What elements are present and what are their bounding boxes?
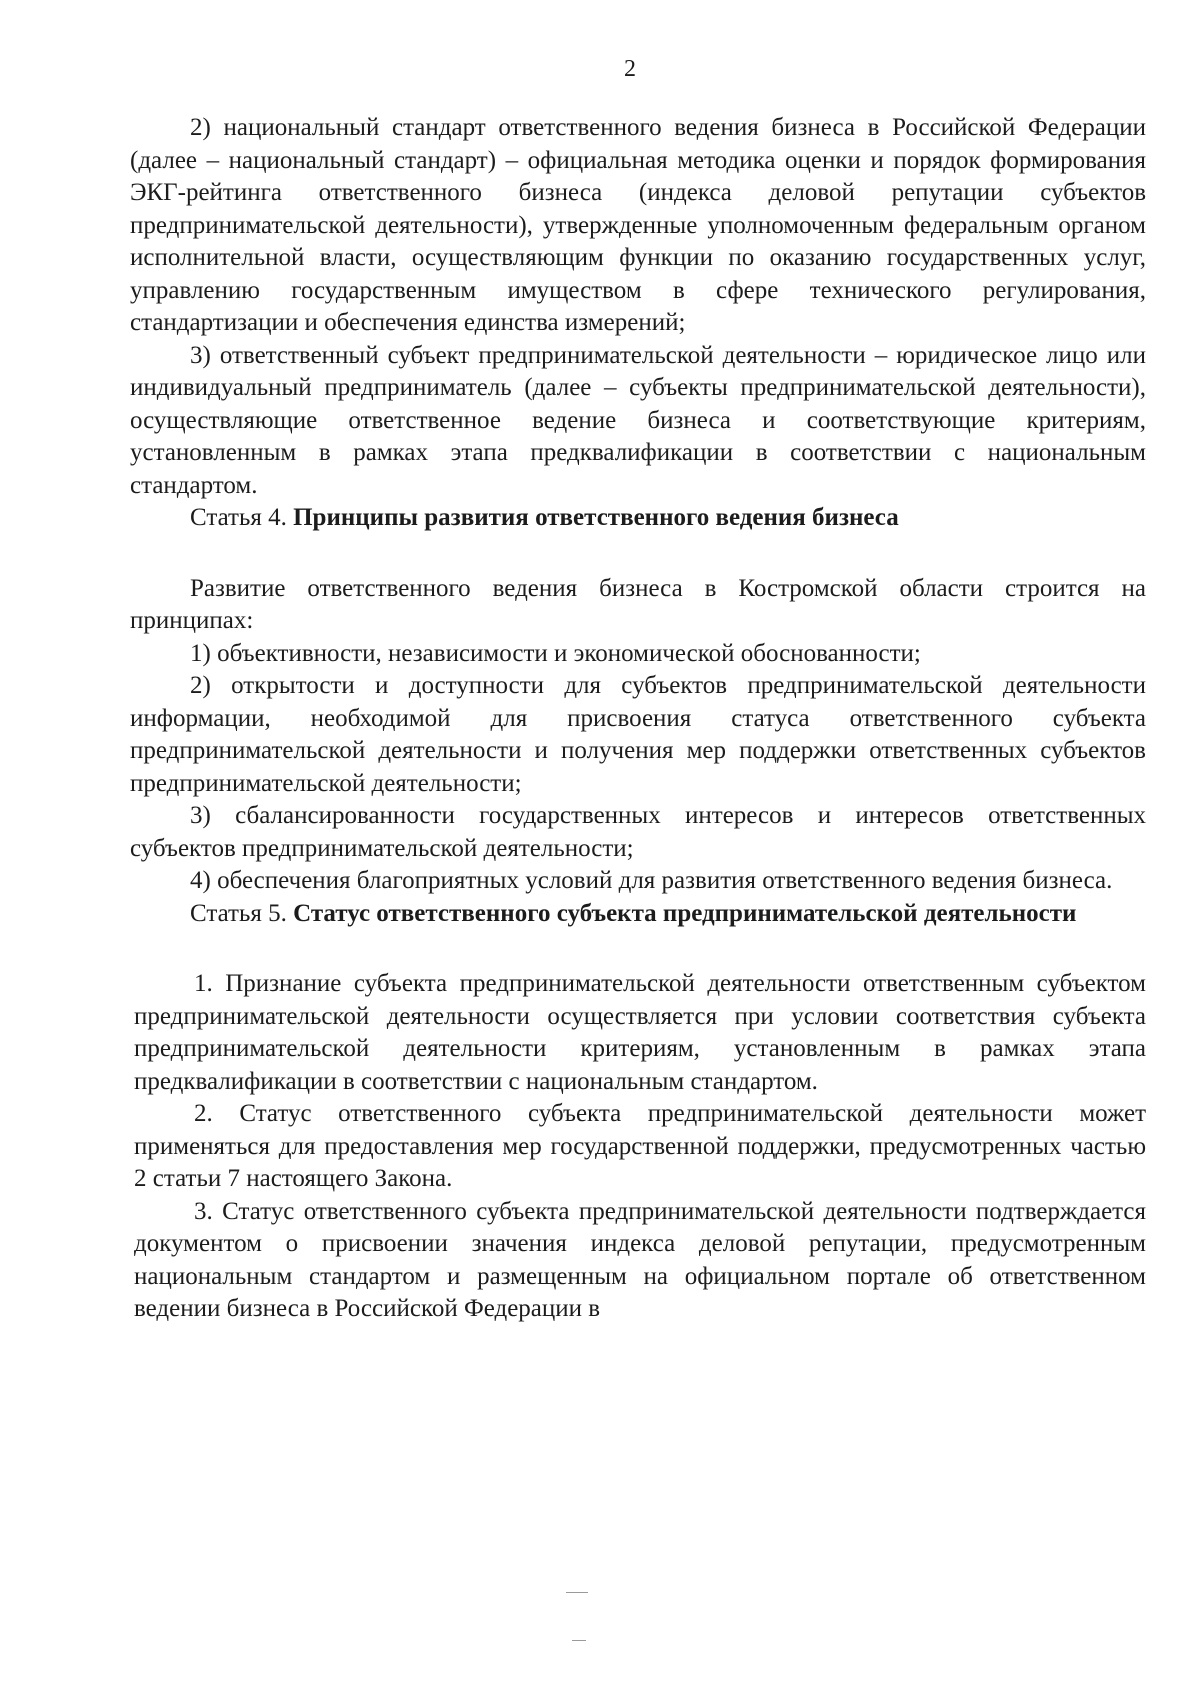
principle-item-4: 4) обеспечения благоприятных условий для развития ответственного ведения бизнеса. bbox=[190, 867, 1113, 894]
article-4-heading bbox=[130, 502, 1146, 535]
scan-artifact-mark bbox=[572, 1640, 586, 1641]
status-item-3: 3. Статус ответственного субъекта предпринимательской деятельности подтверждается документом о присвоении значения индекса деловой репутации, предусмотренным национальным стандартом и размещенным на официальном портале об ответственном ведении бизнеса в Российской Федерации в bbox=[134, 1197, 1146, 1322]
definition-item-3: 3) ответственный субъект предпринимательской деятельности – юридическое лицо или индивидуальный предприниматель (далее – субъекты предпринимательской деятельности), осуществляющие ответственное ведение бизнеса и соответствующие критериям, установленным в рамках этапа предквалификации в соответствии с национальным стандартом. bbox=[130, 341, 1146, 499]
article-4-body bbox=[130, 573, 1146, 898]
page-number: 2 bbox=[624, 56, 636, 82]
article-4-intro: Развитие ответственного ведения бизнеса в Костромской области строится на принципах: bbox=[130, 574, 1146, 634]
status-item-2: 2. Статус ответственного субъекта предпринимательской деятельности может применяться для предоставления мер государственной поддержки, предусмотренных частью 2 статьи 7 настоящего Закона. bbox=[134, 1100, 1146, 1192]
definition-item-2: 2) национальный стандарт ответственного ведения бизнеса в Российской Федерации (далее – национальный стандарт) – официальная методика оценки и порядок формирования ЭКГ-рейтинга ответственного бизнеса (индекса деловой репутации субъектов предпринимательской деятельности), утвержденные уполномоченным федеральным органом исполнительной власти, осуществляющим функции по оказанию государственных услуг, управлению государственным имуществом в сфере технического регулирования, стандартизации и обеспечения единства измерений; bbox=[130, 114, 1146, 336]
principle-item-1: 1) объективности, независимости и экономической обоснованности; bbox=[190, 639, 921, 667]
article-4-prefix: Статья 4. bbox=[190, 504, 294, 531]
article-5-heading bbox=[130, 898, 1146, 931]
article-4-title: Принципы развития ответственного ведения бизнеса bbox=[293, 504, 899, 531]
article-5-prefix: Статья 5. bbox=[190, 899, 294, 927]
principle-item-3: 3) сбалансированности государственных интересов и интересов ответственных субъектов предпринимательской деятельности; bbox=[130, 802, 1146, 862]
principle-item-2: 2) открытости и доступности для субъектов предпринимательской деятельности информации, необходимой для присвоения статуса ответственного субъекта предпринимательской деятельности и получения мер поддержки ответственных субъектов предпринимательской деятельности; bbox=[130, 672, 1146, 797]
article-5-body bbox=[130, 968, 1146, 1326]
article-5-title: Статус ответственного субъекта предпринимательской деятельности bbox=[293, 899, 1077, 927]
status-item-1: 1. Признание субъекта предпринимательской деятельности ответственным субъектом предпринимательской деятельности осуществляется при условии соответствия субъекта предпринимательской деятельности критериям, установленным в рамках этапа предквалификации в соответствии с национальным стандартом. bbox=[134, 970, 1146, 1095]
document-body bbox=[130, 112, 1146, 1326]
scan-artifact-mark bbox=[566, 1592, 588, 1593]
